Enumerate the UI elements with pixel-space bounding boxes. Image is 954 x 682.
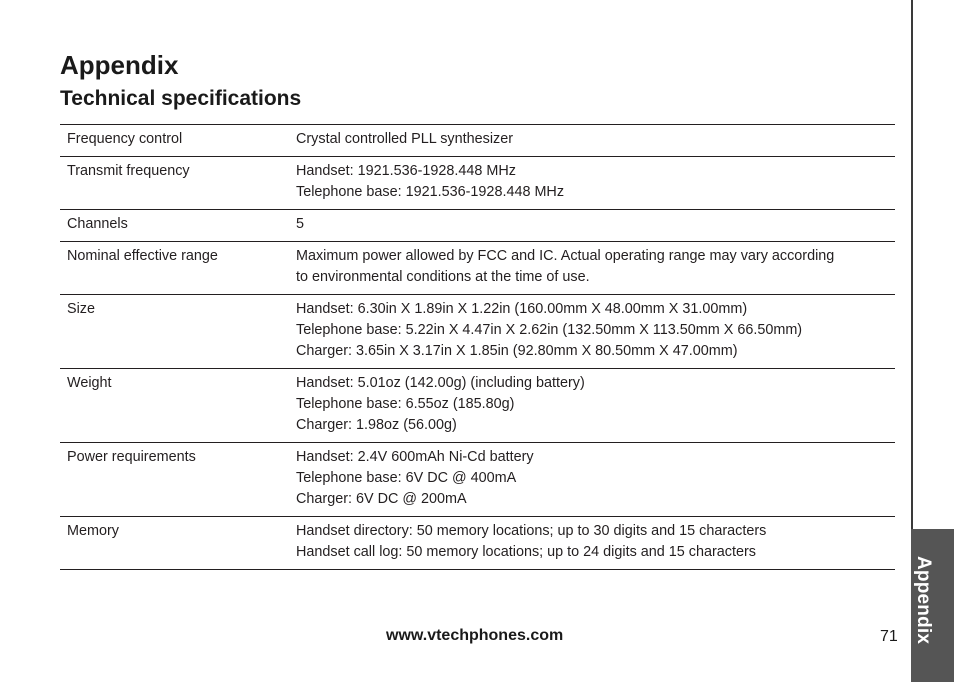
spec-value xyxy=(289,369,895,443)
spec-label: Power requirements xyxy=(67,449,196,465)
spec-value xyxy=(289,242,895,295)
page-title: Appendix xyxy=(60,50,179,80)
spec-value-line: Handset directory: 50 memory locations; up to 30 digits and 15 characters xyxy=(296,523,767,539)
spec-table xyxy=(60,124,895,570)
page-number: 71 xyxy=(880,628,898,645)
spec-value-line: Telephone base: 6.55oz (185.80g) xyxy=(296,396,515,412)
spec-row xyxy=(60,125,895,157)
spec-value xyxy=(289,517,895,570)
spec-label: Transmit frequency xyxy=(67,163,190,179)
spec-label: Nominal effective range xyxy=(67,248,218,264)
spec-row xyxy=(60,295,895,369)
spec-value xyxy=(289,295,895,369)
spec-value-line: Handset: 2.4V 600mAh Ni-Cd battery xyxy=(296,449,534,465)
spec-row xyxy=(60,517,895,570)
spec-value-line: Charger: 3.65in X 3.17in X 1.85in (92.80mm X 80.50mm X 47.00mm) xyxy=(296,343,738,359)
spec-value-line: Handset call log: 50 memory locations; up to 24 digits and 15 characters xyxy=(296,544,756,560)
spec-value xyxy=(289,443,895,517)
spec-value-line: Handset: 5.01oz (142.00g) (including battery) xyxy=(296,375,585,391)
side-tab-label: Appendix xyxy=(913,556,934,645)
spec-value xyxy=(289,125,895,157)
spec-row xyxy=(60,369,895,443)
spec-value-line: Crystal controlled PLL synthesizer xyxy=(296,131,514,147)
spec-value-line: Telephone base: 6V DC @ 400mA xyxy=(296,470,517,486)
spec-value-line: to environmental conditions at the time of use. xyxy=(296,269,590,285)
spec-label: Frequency control xyxy=(67,131,183,147)
spec-value xyxy=(289,157,895,210)
spec-label: Size xyxy=(67,301,95,317)
spec-label: Memory xyxy=(67,523,119,539)
spec-value-line: Telephone base: 5.22in X 4.47in X 2.62in (132.50mm X 113.50mm X 66.50mm) xyxy=(296,322,803,338)
spec-table-body xyxy=(60,125,895,570)
spec-row xyxy=(60,443,895,517)
spec-value-line: Maximum power allowed by FCC and IC. Actual operating range may vary according xyxy=(296,248,835,264)
spec-value xyxy=(289,210,895,242)
spec-value-line: Charger: 6V DC @ 200mA xyxy=(296,491,467,507)
section-title: Technical specifications xyxy=(60,87,302,110)
spec-row xyxy=(60,210,895,242)
spec-row xyxy=(60,157,895,210)
spec-value-line: Handset: 1921.536-1928.448 MHz xyxy=(296,163,517,179)
spec-value-line: 5 xyxy=(296,216,305,232)
spec-value-line: Charger: 1.98oz (56.00g) xyxy=(296,417,457,433)
footer-url: www.vtechphones.com xyxy=(386,627,564,644)
spec-value-line: Handset: 6.30in X 1.89in X 1.22in (160.00mm X 48.00mm X 31.00mm) xyxy=(296,301,748,317)
spec-label: Weight xyxy=(67,375,112,391)
spec-row xyxy=(60,242,895,295)
spec-label: Channels xyxy=(67,216,128,232)
spec-value-line: Telephone base: 1921.536-1928.448 MHz xyxy=(296,184,565,200)
